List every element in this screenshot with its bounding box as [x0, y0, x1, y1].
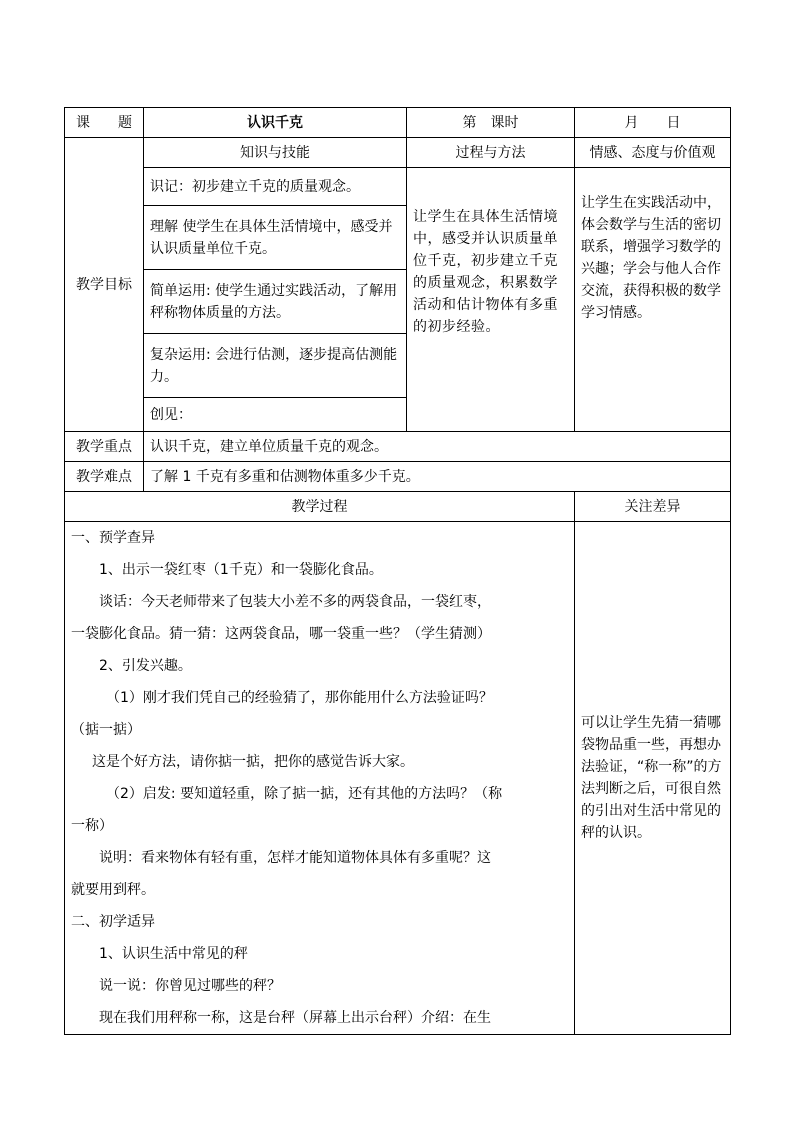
- process-line: 现在我们用秤称一称，这是台秤（屏幕上出示台秤）介绍：在生: [99, 1010, 491, 1026]
- key-point-label: 教学重点: [65, 432, 144, 462]
- process-line: 一袋膨化食品。猜一猜：这两袋食品，哪一袋重一些？（学生猜测）: [71, 626, 491, 642]
- process-line: 一称）: [71, 818, 113, 834]
- lesson-plan-table: [64, 107, 731, 1035]
- process-header-left: 教学过程: [65, 492, 575, 522]
- course-label: 课 题: [65, 108, 144, 138]
- objectives-row: [65, 168, 731, 206]
- process-line: 2、引发兴趣。: [99, 658, 192, 674]
- date-label: 月 日: [575, 108, 731, 138]
- process-body-row: [65, 522, 731, 1035]
- process-line: 1、认识生活中常见的秤: [99, 946, 248, 962]
- header-row: [65, 108, 731, 138]
- process-line: （2）启发: 要知道轻重，除了掂一掂，还有其他的方法吗？（称: [106, 786, 503, 802]
- process-line: 说一说：你曾见过哪些的秤？: [99, 978, 281, 994]
- key-point-text: 认识千克，建立单位质量千克的观念。: [144, 432, 731, 462]
- process-line: 一、预学查异: [71, 530, 155, 546]
- col-attitude-header: 情感、态度与价值观: [575, 138, 731, 168]
- objectives-header-row: [65, 138, 731, 168]
- process-line: （1）刚才我们凭自己的经验猜了，那你能用什么方法验证吗？: [106, 690, 493, 706]
- difference-note: 可以让学生先猜一猜哪袋物品重一些，再想办法验证，“称一称”的方法判断之后，可很自然的引出对生活中常见的秤的认识。: [575, 522, 731, 1035]
- difficulty-row: [65, 462, 731, 492]
- process-line: 这是个好方法，请你掂一掂，把你的感觉告诉大家。: [92, 754, 414, 770]
- process-line: 谈话：今天老师带来了包装大小差不多的两袋食品，一袋红枣，: [99, 594, 491, 610]
- process-line: 就要用到秤。: [71, 882, 155, 898]
- key-point-row: [65, 432, 731, 462]
- knowledge-item-understand: 理解 使学生在具体生活情境中，感受并认识质量单位千克。: [144, 206, 407, 270]
- attitude-text: 让学生在实践活动中，体会数学与生活的密切联系，增强学习数学的兴趣；学会与他人合作交流，获得积极的数学学习情感。: [575, 168, 731, 432]
- difficulty-label: 教学难点: [65, 462, 144, 492]
- lesson-label: 第 课时: [407, 108, 575, 138]
- process-line: 二、初学适异: [71, 914, 155, 930]
- course-title: 认识千克: [144, 108, 407, 138]
- process-header-row: [65, 492, 731, 522]
- knowledge-item-simple-apply: 简单运用: 使学生通过实践活动，了解用秤称物体质量的方法。: [144, 270, 407, 334]
- col-process-header: 过程与方法: [407, 138, 575, 168]
- objectives-row-label: 教学目标: [65, 138, 144, 432]
- process-method-text: 让学生在具体生活情境中，感受并认识质量单位千克，初步建立千克的质量观念，积累数学活动和估计物体有多重的初步经验。: [407, 168, 575, 432]
- knowledge-item-creative: 创见：: [144, 398, 407, 432]
- process-line: 1、出示一袋红枣（1千克）和一袋膨化食品。: [99, 562, 383, 578]
- process-line: （掂一掂）: [71, 722, 141, 738]
- knowledge-item-complex-apply: 复杂运用: 会进行估测，逐步提高估测能力。: [144, 334, 407, 398]
- process-line: 说明：看来物体有轻有重，怎样才能知道物体具体有多重呢？这: [99, 850, 491, 866]
- difficulty-text: 了解 1 千克有多重和估测物体重多少千克。: [144, 462, 731, 492]
- process-body: [65, 522, 575, 1035]
- process-header-right: 关注差异: [575, 492, 731, 522]
- col-knowledge-header: 知识与技能: [144, 138, 407, 168]
- knowledge-item-recall: 识记：初步建立千克的质量观念。: [144, 168, 407, 206]
